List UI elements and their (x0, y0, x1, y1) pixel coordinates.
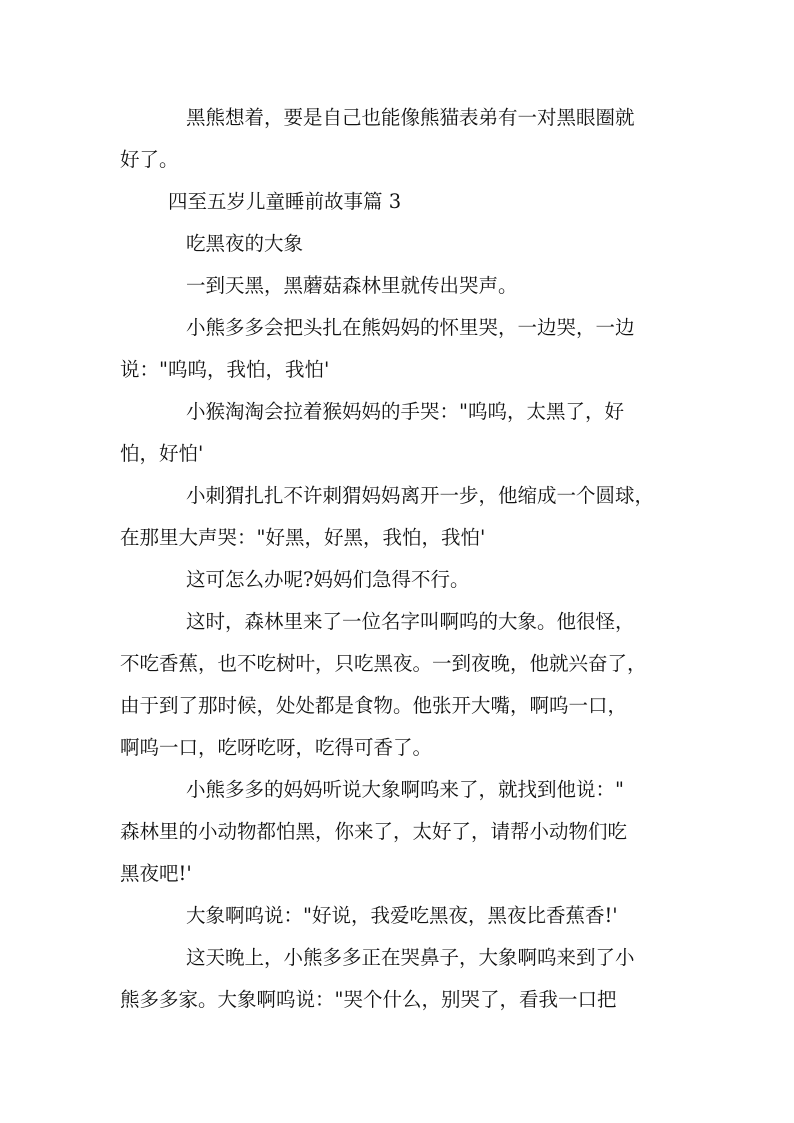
title-line: 吃黑夜的大象 (186, 232, 304, 255)
text-line: 小刺猬扎扎不许刺猬妈妈离开一步，他缩成一个圆球， (186, 484, 655, 507)
paragraph-mother-asks (120, 769, 680, 895)
section-heading (120, 181, 680, 223)
text-line: 怕，好怕' (120, 442, 204, 465)
paragraph-forest-crying (120, 265, 680, 307)
paragraph-mothers-worried (120, 559, 680, 601)
text-line: 小熊多多会把头扎在熊妈妈的怀里哭，一边哭，一边 (186, 316, 635, 339)
text-line: 好了。 (120, 148, 179, 171)
text-line: 在那里大声哭："好黑，好黑，我怕，我怕' (120, 526, 486, 549)
story-title (120, 223, 680, 265)
paragraph-that-night (120, 937, 680, 1021)
text-line: 这天晚上，小熊多多正在哭鼻子，大象啊呜来到了小 (186, 946, 635, 969)
text-line: 黑熊想着，要是自己也能像熊猫表弟有一对黑眼圈就 (186, 106, 635, 129)
text-line: 说："呜呜，我怕，我怕' (120, 358, 330, 381)
text-line: 一到天黑，黑蘑菇森林里就传出哭声。 (186, 274, 518, 297)
text-line: 由于到了那时候，处处都是食物。他张开大嘴，啊呜一口， (120, 694, 628, 717)
heading-line: 四至五岁儿童睡前故事篇 3 (168, 190, 402, 213)
paragraph-little-monkey (120, 391, 680, 475)
text-line: 啊呜一口，吃呀吃呀，吃得可香了。 (120, 736, 433, 759)
text-line: 熊多多家。大象啊呜说："哭个什么，别哭了，看我一口把 (120, 988, 617, 1011)
paragraph-little-bear (120, 307, 680, 391)
story-text (120, 97, 680, 1021)
text-line: 不吃香蕉，也不吃树叶，只吃黑夜。一到夜晚，他就兴奋了， (120, 652, 647, 675)
text-line: 这时，森林里来了一位名字叫啊呜的大象。他很怪， (186, 610, 635, 633)
text-line: 大象啊呜说："好说，我爱吃黑夜，黑夜比香蕉香!' (186, 904, 618, 927)
paragraph-hedgehog (120, 475, 680, 559)
text-line: 黑夜吧!' (120, 862, 192, 885)
paragraph-elephant-agrees (120, 895, 680, 937)
text-line: 这可怎么办呢?妈妈们急得不行。 (186, 568, 470, 591)
text-line: 小猴淘淘会拉着猴妈妈的手哭："呜呜，太黑了，好 (186, 400, 624, 423)
paragraph-black-bear (120, 97, 680, 181)
text-line: 小熊多多的妈妈听说大象啊呜来了，就找到他说：" (186, 778, 624, 801)
text-line: 森林里的小动物都怕黑，你来了，太好了，请帮小动物们吃 (120, 820, 628, 843)
paragraph-elephant-arrives (120, 601, 680, 769)
